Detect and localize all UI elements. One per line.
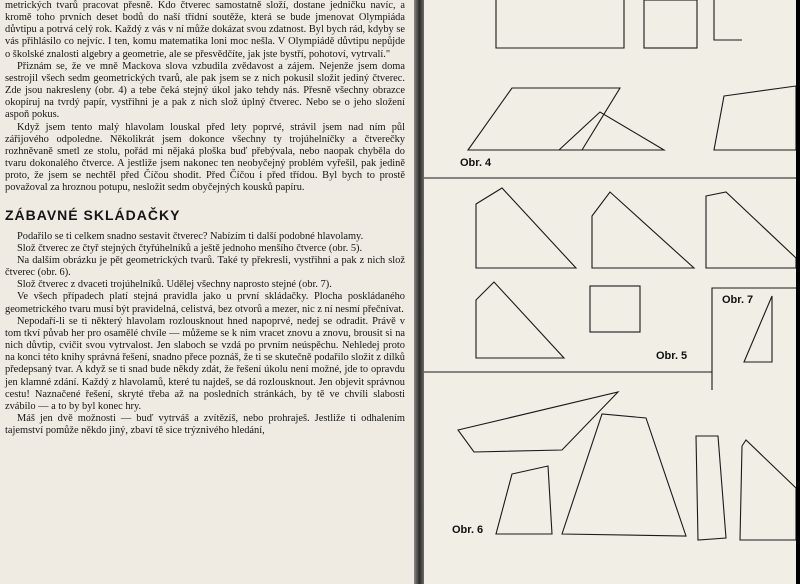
figure-6 [458, 392, 796, 540]
figure-5 [424, 188, 796, 390]
right-page [424, 0, 796, 584]
paragraph-text: Nepodaří-li se ti některý hlavolam rozlousknout hned napoprvé, nedej se odradit. Právě v tom tkví půvab her pro osamělé chvíle — můžeme se k nim vracet znovu a znovu, brousit si na nich důvtip, cvičit svou vytrvalost. Jen slaboch se vzdá po prvním neúspěchu. Nehledej proto na konci této knihy správná řešení, snadno přece poznáš, že ti se skutečně podařilo složit z dílků předepsaný tvar. A když se ti snad bude někdy zdát, že řešení úkolu není možné, jde to opravdu jen klamné zdání. Každý z hlavolamů, které tu najdeš, se dá rozlousknout. Jen objevit správnou cestu! Naznačené řešení, skryté třeba až na posledních stránkách, by tě ve chvíli slabosti zvábilo — a to by byl konec hry. [5, 315, 405, 412]
fig4-parallelogram [468, 88, 620, 150]
fig4-rectangle-top [496, 0, 624, 48]
paragraph-text: Přiznám se, že ve mně Mackova slova vzbudila zvědavost a zájem. Nejenže jsem doma sestrojil všech sedm geometrických tvarů, ale pak jsem se z nich pokusil složit jediný čtverec. Zde jsou nakresleny (obr. 4) a tebe čeká stejný úkol jako tehdy nás. Přesně všechny obrazce okopíruj na tvrdý papír, vystřihni je a pak z nich slož úplný čtverec. Nebo se o jeho složení aspoň pokus. [5, 60, 405, 121]
figure-4 [424, 0, 796, 178]
paragraph [5, 279, 405, 291]
paragraph [5, 255, 405, 279]
section-heading: ZÁBAVNÉ SKLÁDAČKY [5, 206, 181, 223]
fig4-fragment-top-right [714, 0, 742, 40]
fig5-quadrilateral-2 [592, 192, 694, 268]
paragraph [5, 243, 405, 255]
paragraph [5, 0, 405, 61]
figure-4-label: Obr. 4 [460, 157, 492, 169]
fig6-quadrilateral-4 [696, 436, 726, 540]
paragraph-text: Slož čtverec z dvaceti trojúhelníků. Udělej všechny naprosto stejné (obr. 7). [17, 279, 332, 291]
paragraph-text: Ve všech případech platí stejná pravidla jako u první skládačky. Plocha poskládaného geometrického tvaru musí být pravidelná, celistvá, bez otvorů a mezer, nic z ní nesmí přečnívat. [5, 291, 405, 315]
paragraph-text: Máš jen dvě možnosti — buď vytrváš a zvítězíš, nebo prohraješ. Jestliže ti odhalením tajemství pomůže někdo jiný, zbaví tě sice trýznivého hledání, [5, 413, 405, 437]
fig4-triangle-small [559, 112, 664, 150]
paragraph [5, 291, 405, 315]
figures-canvas [424, 0, 796, 584]
paragraph [5, 413, 405, 437]
figure-6-label: Obr. 6 [452, 524, 484, 536]
fig6-quadrilateral-3 [562, 414, 686, 536]
fig4-quad-right [714, 86, 796, 150]
left-page-text [5, 0, 405, 437]
fig5-quadrilateral-1 [476, 188, 576, 268]
figure-5-label: Obr. 5 [656, 350, 688, 362]
fig6-quadrilateral-5 [740, 440, 796, 540]
paragraph-text: Podařilo se ti celkem snadno sestavit čtverec? Nabízím ti další podobné hlavolamy. [17, 230, 364, 242]
fig5-quadrilateral-4 [476, 282, 564, 358]
paragraph-text: metrických tvarů pracovat přesně. Kdo čtverec samostatně složí, dostane jedničku navíc, a kromě toho prvních deset bodů do naší třídní soutěže, která se bude jmenovat Olympiáda důvtipu a potrvá celý rok. Každý z vás v ní může dokázat svou zdatnost. Byl bych rád, kdyby se vás přihlásilo co nejvíc. I ten, komu matematika loni moc nešla. V Olympiádě důvtipu nepůjde o školské znalosti algebry a geometrie, ale se přesvědčíte, jak jste bystří, pohotoví, vytrvalí." [5, 0, 405, 60]
paragraph-text: Slož čtverec ze čtyř stejných čtyřúhelníků a ještě jednoho menšího čtverce (obr. 5). [17, 242, 363, 254]
fig5-quadrilateral-3 [706, 192, 796, 268]
paragraph [5, 231, 405, 243]
fig4-rectangle-top-right [644, 0, 697, 48]
fig5-small-square [590, 286, 640, 332]
paragraph [5, 122, 405, 195]
book-gutter [414, 0, 424, 584]
paragraph-text: Na dalším obrázku je pět geometrických tvarů. Také ty překresli, vystřihni a pak z nich slož čtverec (obr. 6). [5, 254, 405, 279]
fig6-quadrilateral-1 [458, 392, 618, 452]
paragraph-text: Když jsem tento malý hlavolam louskal před lety poprvé, strávil jsem nad ním půl zářijového odpoledne. Několikrát jsem dokonce všechny ty trojúhelníčky a čtverečky rozhněvaně smetl ze stolu, pořád mi nějaká ploška buď přebývala, nebo naopak chyběla do tvaru dokonalého čtverce. A jestliže jsem nakonec ten neobyčejný problém vyřešil, pak jedině proto, že jsem se nechtěl před Číčou shodit. Před Číčou i před třídou. Byl bych to prostě považoval za hroznou potupu, nesložit sedm obyčejných kousků papíru. [5, 121, 405, 194]
paragraph [5, 316, 405, 413]
fig6-quadrilateral-2 [496, 466, 552, 534]
figure-7-label: Obr. 7 [722, 294, 754, 306]
paragraph [5, 61, 405, 122]
